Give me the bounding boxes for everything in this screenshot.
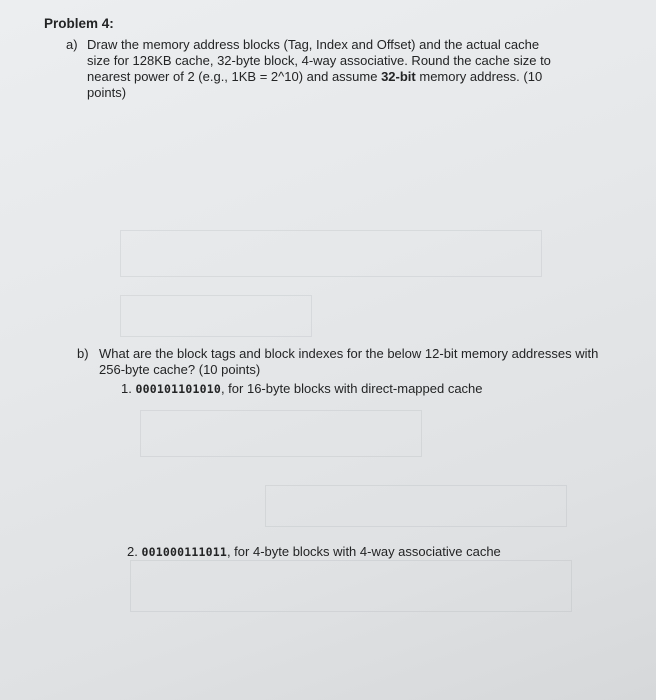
part-b-line-2: 256-byte cache? (10 points) bbox=[99, 362, 261, 377]
part-a-line-3 bbox=[87, 69, 551, 85]
part-b-item-2 bbox=[127, 544, 501, 560]
problem-title: Problem 4: bbox=[44, 16, 114, 31]
part-a-line-4: points) bbox=[87, 85, 127, 100]
part-a-text bbox=[87, 37, 551, 101]
item-1-description: , for 16-byte blocks with direct-mapped cache bbox=[220, 381, 483, 396]
item-2-description: , for 4-byte blocks with 4-way associative cache bbox=[226, 544, 501, 559]
part-b-line-1: What are the block tags and block indexes for the below 12-bit memory addresses with bbox=[99, 346, 599, 361]
item-1-address: 000101101010 bbox=[135, 382, 221, 396]
part-a bbox=[66, 37, 626, 107]
part-a-line-3-end: memory address. (10 bbox=[415, 69, 543, 84]
part-b-label: b) bbox=[77, 346, 89, 361]
part-a-bold-32bit: 32-bit bbox=[381, 69, 416, 84]
part-a-line-3-start: nearest power of 2 (e.g., 1KB = 2^10) and assume bbox=[87, 69, 382, 84]
part-a-line-2: size for 128KB cache, 32-byte block, 4-way associative. Round the cache size to bbox=[87, 53, 551, 68]
part-b-text bbox=[99, 346, 598, 378]
part-b bbox=[77, 346, 637, 386]
part-a-label: a) bbox=[66, 37, 78, 52]
item-2-address: 001000111011 bbox=[141, 545, 227, 559]
part-b-item-1 bbox=[121, 381, 483, 397]
item-2-number: 2. bbox=[127, 544, 138, 559]
part-a-line-1: Draw the memory address blocks (Tag, Index and Offset) and the actual cache bbox=[87, 37, 540, 52]
item-1-number: 1. bbox=[121, 381, 132, 396]
